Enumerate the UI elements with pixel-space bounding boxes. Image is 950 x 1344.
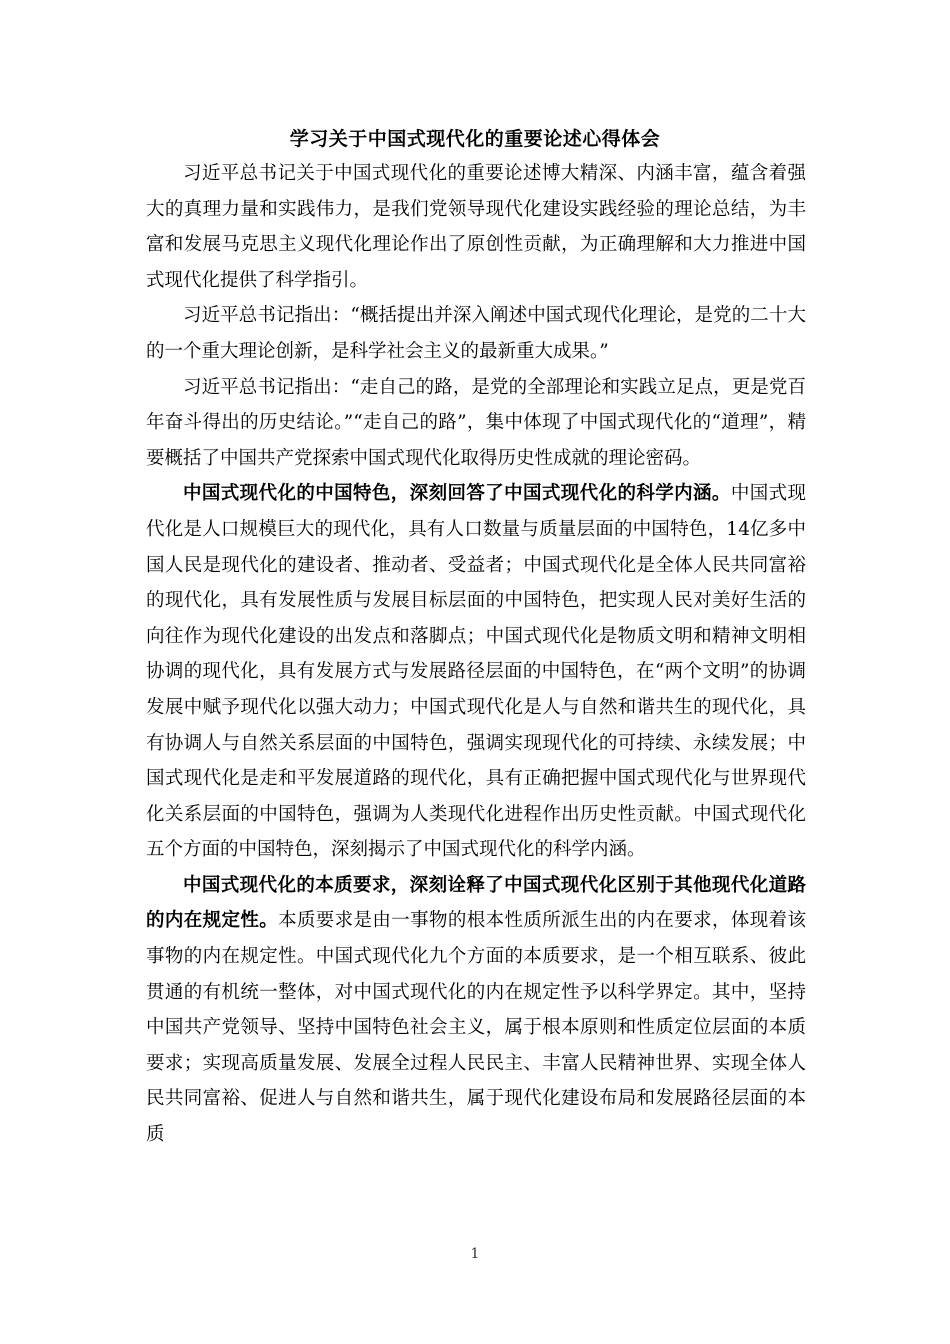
paragraph-lead: 中国式现代化的本质要求，深刻诠释了中国式现代化区别于其他现代化道路的内在规定性。 xyxy=(146,874,806,932)
document-body xyxy=(146,156,806,1153)
document-title: 学习关于中国式现代化的重要论述心得体会 xyxy=(289,128,661,150)
paragraph-text: 习近平总书记指出：“概括提出并深入阐述中国式现代化理论，是党的二十大的一个重大理论创新，是科学社会主义的最新重大成果。” xyxy=(146,305,806,362)
paragraph-text: 习近平总书记关于中国式现代化的重要论述博大精深、内涵丰富，蕴含着强大的真理力量和实践伟力，是我们党领导现代化建设实践经验的理论总结，为丰富和发展马克思主义现代化理论作出了原创性贡献，为正确理解和大力推进中国式现代化提供了科学指引。 xyxy=(146,163,806,291)
paragraph xyxy=(146,476,806,868)
paragraph xyxy=(146,370,806,477)
paragraph xyxy=(146,156,806,298)
paragraph xyxy=(146,868,806,1153)
paragraph-lead: 中国式现代化的中国特色，深刻回答了中国式现代化的科学内涵。 xyxy=(183,483,731,505)
paragraph xyxy=(146,298,806,369)
paragraph-text: 习近平总书记指出：“走自己的路，是党的全部理论和实践立足点，更是党百年奋斗得出的历史结论。”“走自己的路”，集中体现了中国式现代化的“道理”，精要概括了中国共产党探索中国式现代化取得历史性成就的理论密码。 xyxy=(146,376,806,469)
paragraph-text: 中国式现代化是人口规模巨大的现代化，具有人口数量与质量层面的中国特色，14亿多中国人民是现代化的建设者、推动者、受益者；中国式现代化是全体人民共同富裕的现代化，具有发展性质与发展目标层面的中国特色，把实现人民对美好生活的向往作为现代化建设的出发点和落脚点；中国式现代化是物质文明和精神文明相协调的现代化，具有发展方式与发展路径层面的中国特色，在“两个文明”的协调发展中赋予现代化以强大动力；中国式现代化是人与自然和谐共生的现代化，具有协调人与自然关系层面的中国特色，强调实现现代化的可持续、永续发展；中国式现代化是走和平发展道路的现代化，具有正确把握中国式现代化与世界现代化关系层面的中国特色，强调为人类现代化进程作出历史性贡献。中国式现代化五个方面的中国特色，深刻揭示了中国式现代化的科学内涵。 xyxy=(146,483,806,861)
paragraph-text: 本质要求是由一事物的根本性质所派生出的内在要求，体现着该事物的内在规定性。中国式现代化九个方面的本质要求，是一个相互联系、彼此贯通的有机统一整体，对中国式现代化的内在规定性予以科学界定。其中，坚持中国共产党领导、坚持中国特色社会主义，属于根本原则和性质定位层面的本质要求；实现高质量发展、发展全过程人民民主、丰富人民精神世界、实现全体人民共同富裕、促进人与自然和谐共生，属于现代化建设布局和发展路径层面的本质 xyxy=(146,910,806,1146)
page-number: 1 xyxy=(470,1246,480,1262)
